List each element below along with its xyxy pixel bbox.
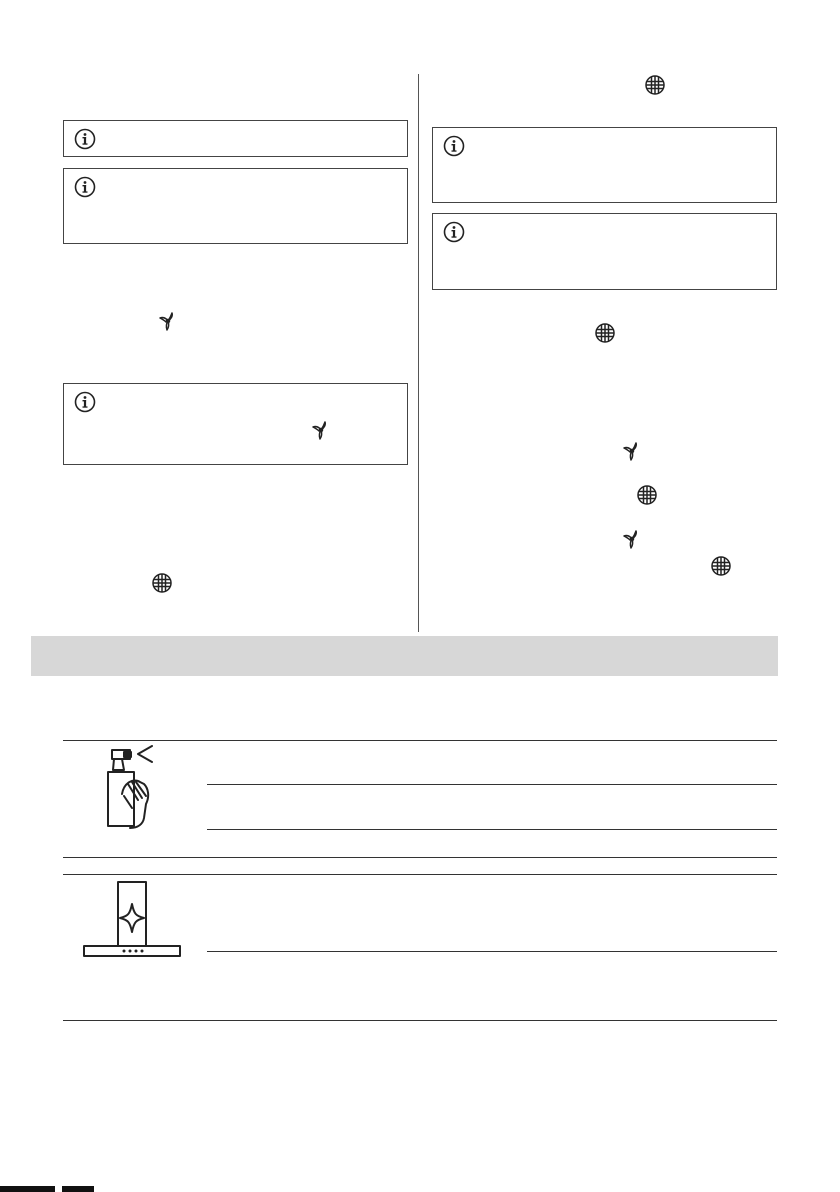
grease-filter-icon [710,555,732,577]
grease-filter-icon [151,572,173,594]
cooker-hood-clean-icon [82,880,182,962]
page-edge-mark [62,1186,94,1192]
fan-icon [310,419,332,441]
column-divider [418,74,419,632]
fan-icon [621,440,643,462]
info-icon [74,176,96,198]
grease-filter-icon [636,484,658,506]
table-rule [63,857,777,858]
table-rule [63,874,777,875]
page-edge-mark [0,1186,55,1192]
info-icon [443,135,465,157]
info-box [63,120,408,157]
info-icon [74,128,96,150]
section-heading-bar [31,636,778,676]
info-box [432,127,777,203]
grease-filter-icon [644,74,666,96]
table-rule [207,951,777,952]
info-box [63,383,408,465]
table-rule [207,829,777,830]
cleaning-spray-icon [100,744,160,830]
table-rule [63,1020,777,1021]
fan-icon [157,310,179,332]
info-icon [443,221,465,243]
info-icon [74,391,96,413]
table-rule [63,740,777,741]
info-box [432,213,777,290]
grease-filter-icon [594,322,616,344]
fan-icon [621,528,643,550]
table-rule [207,784,777,785]
info-box [63,168,408,244]
